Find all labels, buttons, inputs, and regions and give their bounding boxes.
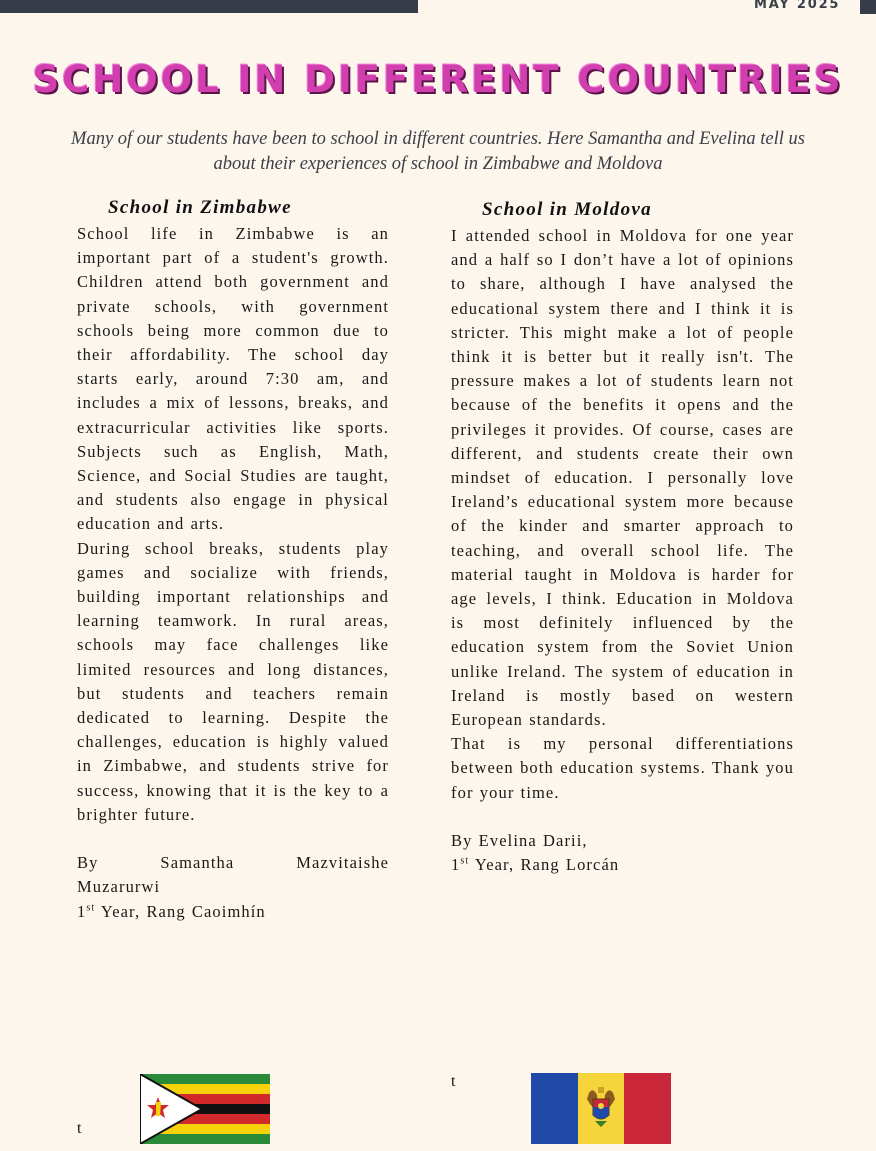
stray-mark-left: t xyxy=(77,1120,82,1137)
md-stripe-red xyxy=(624,1073,671,1144)
moldova-flag-image xyxy=(531,1073,671,1144)
zimbabwe-year-number: 1 xyxy=(77,901,87,921)
zimbabwe-byline-name: By Samantha Mazvitaishe xyxy=(77,853,389,873)
moldova-column xyxy=(451,224,794,877)
moldova-paragraph-2: That is my personal differentiations between both education systems. Thank you for your time. xyxy=(451,734,794,802)
stray-mark-right: t xyxy=(451,1073,456,1090)
zimbabwe-year-class: Year, Rang Caoimhín xyxy=(95,901,266,921)
zw-stripe-green-top xyxy=(140,1074,270,1084)
moldova-year-suffix: st xyxy=(460,855,470,867)
zimbabwe-year-suffix: st xyxy=(86,902,96,914)
moldova-year-class: Year, Rang Lorcán xyxy=(469,855,620,875)
zw-stripe-green-bottom xyxy=(140,1134,270,1144)
article-intro: Many of our students have been to school in different countries. Here Samantha and Evelina tell us about their experiences of school in Zimbabwe and Moldova xyxy=(71,129,805,174)
moldova-byline-name: By Evelina Darii, xyxy=(451,831,588,851)
moldova-byline-year xyxy=(451,853,794,877)
moldova-paragraph-1: I attended school in Moldova for one year and a half so I don’t have a lot of opinions to share, although I have analysed the educational system there and I think it is stricter. This might make a lot of people think it is better but it really isn't. The pressure makes a lot of students learn not because of the benefits it opens and the privileges it provides. Of course, cases are different, and students create their own mindset of education. I personally love Ireland’s educational system more because of the kinder and smarter approach to teaching, and overall school life. The material taught in Moldova is harder for age levels, I think. Education in Moldova is most definitely influenced by the education system from the Soviet Union unlike Ireland. The system of education in Ireland is mostly based on western European standards. xyxy=(451,226,794,730)
zimbabwe-paragraph-1: School life in Zimbabwe is an important part of a student's growth. Children attend both government and private schools, with government schools being more common due to their affordability. The school day starts early, around 7:30 am, and includes a mix of lessons, breaks, and extracurricular activities like sports. Subjects such as English, Math, Science, and Social Studies are taught, and students also engage in physical education and arts. xyxy=(77,224,389,534)
moldova-year-number: 1 xyxy=(451,855,461,875)
zimbabwe-byline-year xyxy=(77,900,389,924)
zimbabwe-paragraph-2: During school breaks, students play games and socialize with friends, building important relationships and learning teamwork. In rural areas, schools may face challenges like limited resources and long distances, but students and teachers remain dedicated to learning. Despite the challenges, education is highly valued in Zimbabwe, and students strive for success, knowing that it is the key to a brighter future. xyxy=(77,538,389,824)
header-bar xyxy=(0,0,418,13)
article-title: SCHOOL IN DIFFERENT COUNTRIES xyxy=(32,58,844,101)
zimbabwe-column xyxy=(77,222,389,924)
issue-date: MAY 2025 xyxy=(754,0,841,12)
moldova-heading: School in Moldova xyxy=(482,199,652,220)
zimbabwe-byline-surname: Muzarurwi xyxy=(77,877,161,897)
md-stripe-blue xyxy=(531,1073,578,1144)
header-corner-block xyxy=(860,0,876,14)
zimbabwe-flag-image xyxy=(140,1074,270,1144)
zimbabwe-heading: School in Zimbabwe xyxy=(108,197,292,218)
